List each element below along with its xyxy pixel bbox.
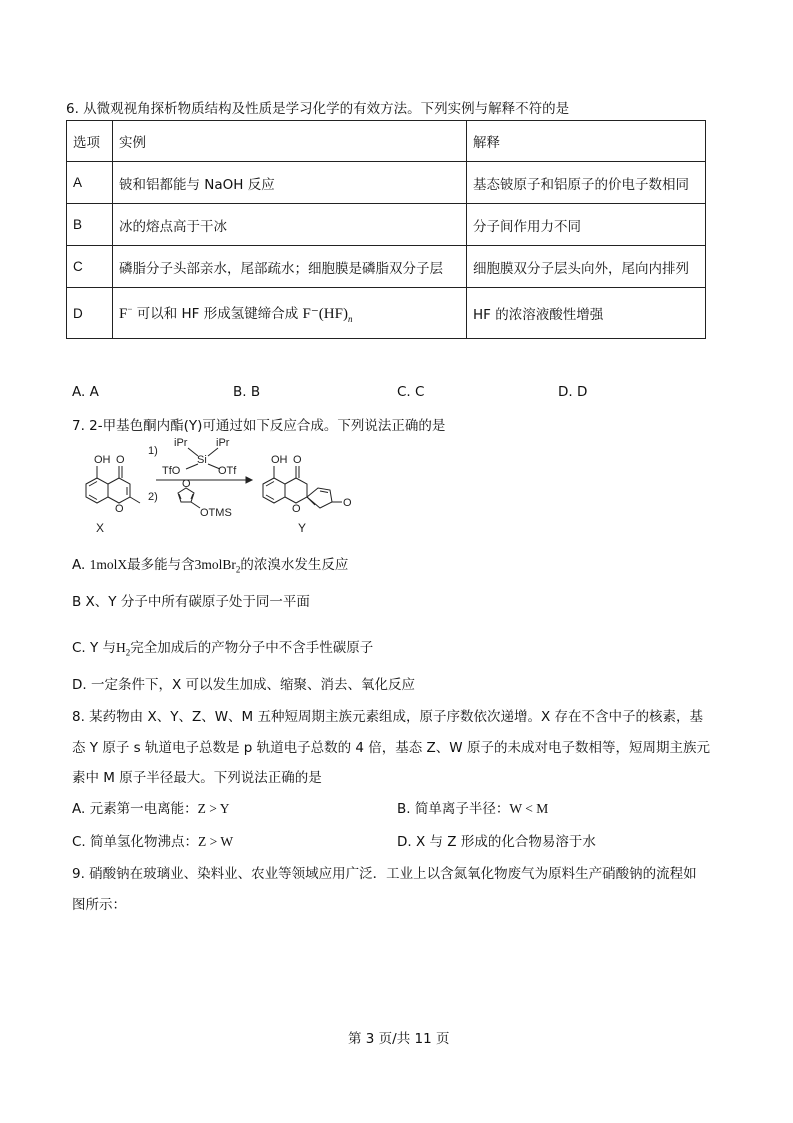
y-label: Y: [298, 521, 307, 535]
q6-choice-c: C. C: [397, 384, 425, 400]
formula: 3molBr$_2$: [194, 557, 241, 575]
q6-choice-a: A. A: [72, 384, 99, 400]
table-header-option: 选项: [67, 121, 113, 162]
furan-ring: [178, 488, 194, 502]
furan-o-label: O: [182, 478, 191, 490]
q6-choice-d: D. D: [558, 384, 588, 400]
table-cell-example: 磷脂分子头部亲水，尾部疏水；细胞膜是磷脂双分子层: [113, 246, 467, 288]
fluoride-hf-formula: $F^-(HF)_n$: [302, 306, 353, 324]
table-cell-option: C: [67, 246, 113, 288]
table-header-explanation: 解释: [467, 121, 706, 162]
table-header-example: 实例: [113, 121, 467, 162]
step-2-label: 2): [148, 491, 158, 503]
table-cell-example: 铍和铝都能与 NaOH 反应: [113, 162, 467, 204]
table-cell-example: [113, 288, 467, 339]
q6-stem: 6. 从微观视角探析物质结构及性质是学习化学的有效方法。下列实例与解释不符的是: [66, 101, 570, 117]
fluoride-ion: F−: [119, 304, 133, 322]
y-chromanone-ring: [285, 478, 307, 503]
q7-option-a: A. 1molX最多能与含3molBr$_2$的浓溴水发生反应: [72, 557, 349, 575]
table-row: [67, 121, 706, 162]
otf-label: OTf: [218, 465, 237, 477]
table-cell-explanation: HF 的浓溶液酸性增强: [467, 288, 706, 339]
y-ring-o-label: O: [292, 503, 301, 515]
table-cell-explanation: 细胞膜双分子层头向外，尾向内排列: [467, 246, 706, 288]
x-oh-label: OH: [94, 454, 111, 466]
otms-label: OTMS: [200, 507, 232, 519]
ipr-left-label: iPr: [174, 437, 188, 449]
reaction-scheme: [66, 436, 396, 540]
q8-option-c: C. 简单氢化物沸点：Z > W: [72, 834, 234, 850]
formula: 1molX: [89, 557, 128, 572]
table-cell-explanation: 基态铍原子和铝原子的价电子数相同: [467, 162, 706, 204]
q7-option-c: C. Y 与$H_2$完全加成后的产物分子中不含手性碳原子: [72, 640, 374, 658]
y-lactone-ring: [307, 488, 332, 508]
q8-option-b: B. 简单离子半径：W < M: [397, 801, 549, 817]
table-cell-option: B: [67, 204, 113, 246]
q7-stem: 7. 2-甲基色酮内酯(Y)可通过如下反应合成。下列说法正确的是: [72, 418, 446, 434]
table-row: [67, 288, 706, 339]
q8-option-d: D. X 与 Z 形成的化合物易溶于水: [397, 834, 596, 850]
y-carbonyl-o-label: O: [293, 454, 302, 466]
q9-line-1: 9. 硝酸钠在玻璃业、染料业、农业等领域应用广泛．工业上以含氮氧化物废气为原料生产硝酸钠的流程如: [72, 866, 697, 882]
q8-line-3: 素中 M 原子半径最大。下列说法正确的是: [72, 770, 322, 786]
table-row: [67, 246, 706, 288]
step-1-label: 1): [148, 445, 158, 457]
q7-option-d: D. 一定条件下，X 可以发生加成、缩聚、消去、氧化反应: [72, 677, 416, 693]
table-cell-explanation: 分子间作用力不同: [467, 204, 706, 246]
q9-line-2: 图所示：: [72, 897, 126, 913]
formula: $H_2$: [116, 640, 131, 658]
si-label: Si: [197, 454, 207, 466]
table-row: [67, 204, 706, 246]
q6-choice-b: B. B: [233, 384, 261, 400]
ipr-right-label: iPr: [216, 437, 230, 449]
example-text: 可以和 HF 形成氢键缔合成: [136, 306, 299, 322]
y-lactone-o-label: O: [343, 497, 352, 509]
q8-option-a: A. 元素第一电离能：Z > Y: [72, 801, 230, 817]
q8-line-2: 态 Y 原子 s 轨道电子总数是 p 轨道电子总数的 4 倍，基态 Z、W 原子的未成对电子数相等，短周期主族元: [72, 740, 710, 756]
table-cell-example: 冰的熔点高于干冰: [113, 204, 467, 246]
x-label: X: [96, 521, 105, 535]
q8-line-1: 8. 某药物由 X、Y、Z、W、M 五种短周期主族元素组成，原子序数依次递增。X 存在不含中子的核素，基: [72, 709, 704, 725]
x-ring-o-label: O: [115, 503, 124, 515]
y-oh-label: OH: [271, 454, 288, 466]
x-carbonyl-o-label: O: [116, 454, 125, 466]
table-cell-option: A: [67, 162, 113, 204]
q6-table: [66, 120, 706, 339]
tfo-label: TfO: [162, 465, 181, 477]
table-cell-option: D: [67, 288, 113, 339]
q7-option-b: B X、Y 分子中所有碳原子处于同一平面: [72, 594, 310, 610]
page-number: 第 3 页/共 11 页: [348, 1031, 450, 1047]
table-row: [67, 162, 706, 204]
